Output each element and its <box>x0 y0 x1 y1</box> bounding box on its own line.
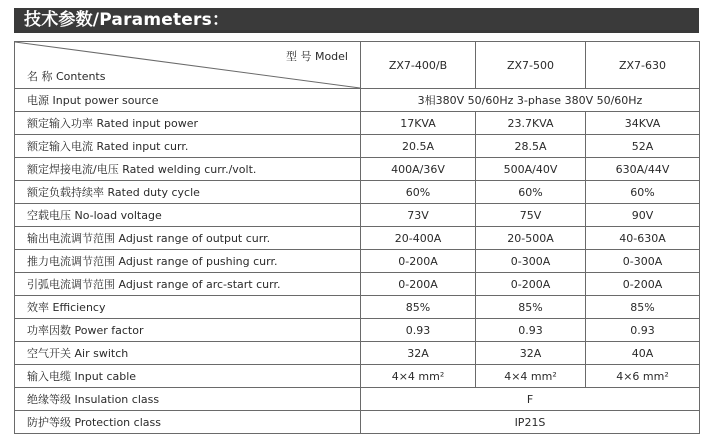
model-header: ZX7-630 <box>586 42 700 89</box>
parameter-name: 引弧电流调节范围 Adjust range of arc-start curr. <box>15 273 361 296</box>
parameter-name: 输出电流调节范围 Adjust range of output curr. <box>15 227 361 250</box>
parameter-value: 400A/36V <box>361 158 476 181</box>
parameter-value: 52A <box>586 135 700 158</box>
parameter-value: 85% <box>586 296 700 319</box>
parameter-name: 效率 Efficiency <box>15 296 361 319</box>
table-row <box>15 319 700 342</box>
header-diagonal-cell <box>15 42 361 89</box>
table-row <box>15 112 700 135</box>
parameter-value-merged: F <box>361 388 700 411</box>
section-title-bar <box>14 8 699 33</box>
model-label: 型 号 Model <box>285 50 348 63</box>
parameter-value: 90V <box>586 204 700 227</box>
header-row <box>15 42 700 89</box>
table-row <box>15 296 700 319</box>
table-row <box>15 273 700 296</box>
parameter-name: 额定焊接电流/电压 Rated welding curr./volt. <box>15 158 361 181</box>
parameter-value: 32A <box>361 342 476 365</box>
parameter-value: 28.5A <box>476 135 586 158</box>
parameter-value: 4×4 mm² <box>361 365 476 388</box>
parameter-name: 输入电缆 Input cable <box>15 365 361 388</box>
parameter-name: 空气开关 Air switch <box>15 342 361 365</box>
parameter-value: 23.7KVA <box>476 112 586 135</box>
parameter-value: 85% <box>361 296 476 319</box>
model-header: ZX7-500 <box>476 42 586 89</box>
model-header: ZX7-400/B <box>361 42 476 89</box>
parameter-value: 34KVA <box>586 112 700 135</box>
parameter-value: 0.93 <box>586 319 700 342</box>
parameter-value: 0-300A <box>586 250 700 273</box>
table-row <box>15 227 700 250</box>
parameter-name: 额定输入功率 Rated input power <box>15 112 361 135</box>
table-row <box>15 204 700 227</box>
parameter-value: 73V <box>361 204 476 227</box>
parameter-value: 500A/40V <box>476 158 586 181</box>
table-row <box>15 388 700 411</box>
parameter-value: 60% <box>476 181 586 204</box>
parameter-value: 60% <box>586 181 700 204</box>
parameters-table <box>14 41 700 434</box>
table-row <box>15 89 700 112</box>
parameter-name: 空载电压 No-load voltage <box>15 204 361 227</box>
parameter-name: 绝缘等级 Insulation class <box>15 388 361 411</box>
parameter-name: 额定负载持续率 Rated duty cycle <box>15 181 361 204</box>
table-row <box>15 181 700 204</box>
parameter-value: 0-200A <box>586 273 700 296</box>
parameter-value: 40A <box>586 342 700 365</box>
parameter-name: 功率因数 Power factor <box>15 319 361 342</box>
parameter-value: 85% <box>476 296 586 319</box>
parameter-value: 17KVA <box>361 112 476 135</box>
table-row <box>15 250 700 273</box>
parameter-value: 20-500A <box>476 227 586 250</box>
parameter-value: 0.93 <box>361 319 476 342</box>
parameter-value: 32A <box>476 342 586 365</box>
parameter-value: 0-200A <box>476 273 586 296</box>
table-row <box>15 342 700 365</box>
parameter-value: 20.5A <box>361 135 476 158</box>
table-row <box>15 411 700 434</box>
section-title: 技术参数/Parameters： <box>24 10 230 30</box>
parameter-value: 4×6 mm² <box>586 365 700 388</box>
parameter-name: 推力电流调节范围 Adjust range of pushing curr. <box>15 250 361 273</box>
parameter-value-merged: IP21S <box>361 411 700 434</box>
parameter-value: 60% <box>361 181 476 204</box>
parameter-value: 40-630A <box>586 227 700 250</box>
parameter-value: 0-200A <box>361 273 476 296</box>
parameter-value: 0-200A <box>361 250 476 273</box>
table-row <box>15 135 700 158</box>
parameter-name: 电源 Input power source <box>15 89 361 112</box>
parameter-value: 4×4 mm² <box>476 365 586 388</box>
table-row <box>15 158 700 181</box>
parameter-value: 0-300A <box>476 250 586 273</box>
parameter-value: 20-400A <box>361 227 476 250</box>
parameter-name: 额定输入电流 Rated input curr. <box>15 135 361 158</box>
parameter-value-merged: 3相380V 50/60Hz 3-phase 380V 50/60Hz <box>361 89 700 112</box>
parameter-value: 0.93 <box>476 319 586 342</box>
table-row <box>15 365 700 388</box>
parameter-name: 防护等级 Protection class <box>15 411 361 434</box>
parameter-value: 75V <box>476 204 586 227</box>
contents-label: 名 称 Contents <box>27 70 106 83</box>
parameter-value: 630A/44V <box>586 158 700 181</box>
